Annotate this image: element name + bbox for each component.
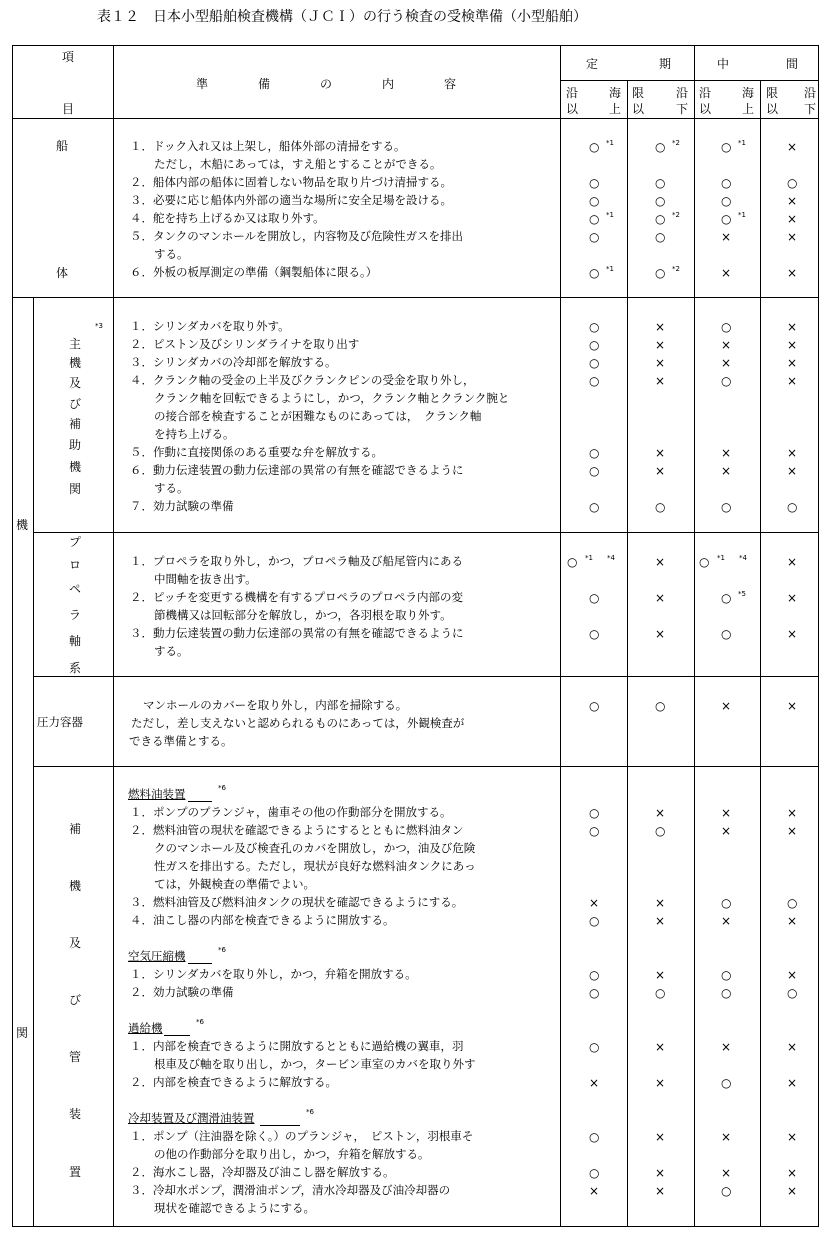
- subheader-char: 限: [632, 86, 645, 100]
- cell: ○: [589, 176, 600, 190]
- cell: ×: [787, 1184, 798, 1198]
- cell: ○: [589, 824, 600, 838]
- cell: ○: [589, 320, 600, 334]
- cell: ×: [655, 627, 666, 641]
- cell: ×: [655, 1040, 666, 1054]
- content-line: ３．冷却水ポンプ，潤滑油ポンプ，清水冷却器及び油冷却器の: [130, 1183, 451, 1197]
- content-line: ３．シリンダカバの冷却部を解放する。: [130, 355, 337, 369]
- cell: ○: [721, 212, 732, 226]
- main-engine-label: 助: [69, 438, 82, 452]
- cell: ×: [787, 627, 798, 641]
- cell: ×: [721, 699, 732, 713]
- content-line: ２．船体内部の船体に固着しない物品を取り片づけ清掃する。: [130, 175, 452, 189]
- cell: ○: [721, 176, 732, 190]
- cell: ○: [721, 1184, 732, 1198]
- propeller-label: ロ: [69, 558, 82, 572]
- cell: ○: [589, 968, 600, 982]
- subheader-char: 下: [676, 102, 689, 116]
- content-line: ２．ピストン及びシリンダライナを取り出す: [130, 337, 360, 351]
- cell: ×: [655, 1130, 666, 1144]
- cell: ×: [655, 806, 666, 820]
- subheader-char: 下: [804, 102, 817, 116]
- content-line: 節機構又は回転部分を解放し，かつ，各羽根を取り外す。: [154, 608, 452, 622]
- cell: ○: [589, 1040, 600, 1054]
- cell: ×: [787, 356, 798, 370]
- cell: ×: [655, 464, 666, 478]
- cell: ×: [655, 356, 666, 370]
- cell: ○: [721, 627, 732, 641]
- cell: ○: [655, 194, 666, 208]
- main-engine-label: 機: [69, 460, 82, 474]
- footnote-mark: *4: [607, 554, 615, 562]
- cell: ×: [787, 338, 798, 352]
- cell: ○: [721, 896, 732, 910]
- cell: ○: [787, 896, 798, 910]
- content-line: 根車及び軸を取り出し，かつ，タービン車室のカバを取り外す: [154, 1057, 476, 1071]
- cell: ×: [721, 1166, 732, 1180]
- cell: ×: [721, 266, 732, 280]
- cell: ○: [721, 140, 732, 154]
- cell: ○: [589, 500, 600, 514]
- cell: ×: [589, 896, 600, 910]
- content-line: ６．外板の板厚測定の準備（鋼製船体に限る。）: [130, 265, 378, 279]
- cell: ○: [655, 176, 666, 190]
- cell: ×: [655, 555, 666, 569]
- cell: ○: [589, 806, 600, 820]
- cell: ×: [655, 968, 666, 982]
- cell: ×: [787, 266, 798, 280]
- cell: ×: [721, 230, 732, 244]
- cell: ○: [655, 212, 666, 226]
- cell: ×: [787, 194, 798, 208]
- cell: ○: [567, 555, 578, 569]
- content-header-char: の: [320, 77, 333, 91]
- cell: ○: [589, 194, 600, 208]
- cell: ○: [787, 986, 798, 1000]
- subheader-char: 沿: [699, 86, 712, 100]
- content-line: ４．舵を持ち上げるか又は取り外す。: [130, 211, 325, 225]
- subheader-char: 沿: [676, 86, 689, 100]
- subheader-char: 上: [742, 102, 755, 116]
- content-line: 現状を確認できるようにする。: [154, 1201, 315, 1215]
- cell: ○: [589, 374, 600, 388]
- footnote-mark: *1: [606, 211, 614, 219]
- cell: ○: [721, 986, 732, 1000]
- subheader-char: 以: [566, 102, 579, 116]
- subheader-char: 以: [632, 102, 645, 116]
- content-line: できる準備とする。: [129, 734, 233, 748]
- cell: ○: [655, 500, 666, 514]
- subheader-char: 以: [766, 102, 779, 116]
- content-line: を持ち上げる。: [154, 427, 235, 441]
- content-line: クのマンホール及び検査孔のカバを開放し，かつ，油及び危険: [154, 841, 476, 855]
- item-header-top: 項: [62, 50, 75, 64]
- content-line: の他の作動部分を取り出し，かつ，弁箱を解放する。: [154, 1147, 430, 1161]
- cell: ○: [655, 140, 666, 154]
- content-header-char: 内: [382, 77, 395, 91]
- cell: ○: [721, 1076, 732, 1090]
- content-line: ２．ピッチを変更する機構を有するプロペラのプロペラ内部の変: [130, 590, 464, 604]
- cell: ×: [787, 140, 798, 154]
- cell: ×: [655, 896, 666, 910]
- cell: ×: [787, 591, 798, 605]
- cell: ○: [589, 464, 600, 478]
- content-line: １．ポンプのプランジャ，歯車その他の作動部分を開放する。: [130, 805, 452, 819]
- content-line: の接合部を検査することが困難なものにあっては， クランク軸: [154, 409, 482, 423]
- periodic-header: 定: [586, 57, 599, 71]
- content-line: する。: [154, 247, 189, 261]
- content-line: 中間軸を抜き出す。: [154, 572, 257, 586]
- content-line: ５．タンクのマンホールを開放し，内容物及び危険性ガスを排出: [130, 229, 464, 243]
- propeller-label: 軸: [69, 634, 82, 648]
- cell: ○: [655, 699, 666, 713]
- cell: ○: [589, 266, 600, 280]
- cell: ×: [721, 356, 732, 370]
- auxiliary-label: 装: [69, 1107, 82, 1121]
- cell: ○: [589, 356, 600, 370]
- cell: ○: [589, 230, 600, 244]
- cell: ×: [721, 464, 732, 478]
- subheader-char: 海: [742, 86, 755, 100]
- content-line: ７．効力試験の準備: [130, 499, 234, 513]
- footnote-mark: *3: [95, 322, 103, 330]
- cell: ○: [721, 591, 732, 605]
- cell: ○: [787, 176, 798, 190]
- cell: ○: [655, 986, 666, 1000]
- subheader-char: 以: [699, 102, 712, 116]
- footnote-mark: *2: [672, 265, 680, 273]
- cell: ×: [655, 338, 666, 352]
- cell: ○: [787, 500, 798, 514]
- content-line: する。: [154, 481, 189, 495]
- hull-label: 体: [56, 266, 69, 280]
- main-engine-label: 主: [69, 337, 82, 351]
- content-line: ２．海水こし器，冷却器及び油こし器を解放する。: [130, 1165, 395, 1179]
- main-engine-label: び: [69, 397, 82, 411]
- cell: ×: [589, 1184, 600, 1198]
- cell: ×: [787, 446, 798, 460]
- cell: ×: [655, 591, 666, 605]
- periodic-header: 期: [659, 57, 672, 71]
- auxiliary-label: 機: [69, 879, 82, 893]
- content-line: １．プロペラを取り外し，かつ，プロペラ軸及び船尾管内にある: [130, 554, 464, 568]
- content-line: １．シリンダカバを取り外し，かつ，弁箱を開放する。: [130, 967, 417, 981]
- cell: ×: [721, 824, 732, 838]
- cell: ×: [655, 1184, 666, 1198]
- content-line: ただし，木船にあっては，すえ船とすることができる。: [154, 157, 442, 171]
- cell: ×: [787, 230, 798, 244]
- content-line: クランク軸を回転できるようにし，かつ，クランク軸とクランク腕と: [154, 391, 510, 405]
- subheader-char: 海: [609, 86, 622, 100]
- cell: ○: [721, 194, 732, 208]
- cell: ○: [655, 266, 666, 280]
- cell: ×: [787, 914, 798, 928]
- cell: ○: [589, 338, 600, 352]
- cell: ○: [589, 699, 600, 713]
- footnote-mark: *2: [672, 139, 680, 147]
- auxiliary-label: び: [69, 993, 82, 1007]
- cell: ×: [655, 374, 666, 388]
- cell: ×: [655, 446, 666, 460]
- cell: ×: [787, 555, 798, 569]
- footnote-mark: *1: [606, 139, 614, 147]
- cell: ×: [787, 1130, 798, 1144]
- cell: ×: [721, 1130, 732, 1144]
- auxiliary-label: 管: [69, 1050, 82, 1064]
- content-line: マンホールのカバーを取り外し，内部を掃除する。: [143, 698, 408, 712]
- page-title: 表１２ 日本小型船舶検査機構（ＪＣＩ）の行う検査の受検準備（小型船舶）: [97, 9, 587, 25]
- footnote-mark: *1: [717, 554, 725, 562]
- intermediate-header: 中: [717, 57, 730, 71]
- content-line: 性ガスを排出する。ただし，現状が良好な燃料油タンクにあっ: [154, 859, 476, 873]
- machinery-label: 関: [16, 1026, 29, 1040]
- main-engine-label: 関: [69, 482, 82, 496]
- cell: ○: [589, 591, 600, 605]
- cell: ×: [787, 806, 798, 820]
- footnote-mark: *6: [196, 1018, 204, 1026]
- footnote-mark: *1: [606, 265, 614, 273]
- auxiliary-label: 補: [69, 822, 82, 836]
- cell: ○: [721, 320, 732, 334]
- subheader-char: 限: [766, 86, 779, 100]
- footnote-mark: *1: [738, 139, 746, 147]
- cell: ×: [655, 320, 666, 334]
- content-line: ５．作動に直接関係のある重要な弁を解放する。: [130, 445, 383, 459]
- hull-label: 船: [56, 139, 69, 153]
- subheader-char: 沿: [566, 86, 579, 100]
- intermediate-header: 間: [786, 57, 799, 71]
- content-line: １．ポンプ（注油器を除く。）のプランジャ， ピストン，羽根車そ: [130, 1129, 474, 1143]
- subheader-char: 沿: [804, 86, 817, 100]
- cell: ×: [721, 914, 732, 928]
- content-header-char: 準: [196, 77, 209, 91]
- pressure-vessel-label: 圧力容器: [37, 715, 83, 729]
- cell: ×: [655, 1166, 666, 1180]
- content-line: ２．内部を検査できるように解放する。: [130, 1075, 337, 1089]
- cell: ○: [655, 824, 666, 838]
- fuel-heading: 燃料油装置: [128, 787, 186, 801]
- propeller-label: ペ: [69, 582, 82, 596]
- cell: ×: [787, 212, 798, 226]
- cell: ×: [787, 464, 798, 478]
- cell: ○: [589, 627, 600, 641]
- main-engine-label: 補: [69, 417, 82, 431]
- content-line: ２．燃料油管の現状を確認できるようにするとともに燃料油タン: [130, 823, 464, 837]
- content-line: ２．効力試験の準備: [130, 985, 234, 999]
- cell: ○: [589, 212, 600, 226]
- content-line: ただし，差し支えないと認められるものにあっては，外観検査が: [131, 716, 465, 730]
- turbo-heading: 過給機: [128, 1021, 163, 1035]
- cell: ×: [787, 699, 798, 713]
- content-line: する。: [154, 644, 189, 658]
- cell: ○: [589, 140, 600, 154]
- footnote-mark: *5: [738, 590, 746, 598]
- content-header-char: 備: [258, 77, 271, 91]
- cell: ○: [655, 230, 666, 244]
- cell: ×: [787, 1040, 798, 1054]
- propeller-label: ラ: [69, 608, 82, 622]
- auxiliary-label: 及: [69, 936, 82, 950]
- propeller-label: プ: [69, 535, 82, 549]
- cell: ○: [589, 914, 600, 928]
- item-header-bottom: 目: [62, 102, 75, 116]
- content-line: ３．燃料油管及び燃料油タンクの現状を確認できるようにする。: [130, 895, 464, 909]
- cell: ○: [699, 555, 710, 569]
- cell: ○: [589, 1130, 600, 1144]
- content-line: １．シリンダカバを取り外す。: [130, 319, 290, 333]
- main-engine-label: 機: [69, 356, 82, 370]
- footnote-mark: *6: [218, 784, 226, 792]
- cell: ○: [721, 968, 732, 982]
- content-line: ４．油こし器の内部を検査できるように開放する。: [130, 913, 395, 927]
- cell: ×: [787, 824, 798, 838]
- main-engine-label: 及: [69, 376, 82, 390]
- cell: ×: [787, 374, 798, 388]
- content-line: １．内部を検査できるように開放するとともに過給機の翼車，羽: [130, 1039, 464, 1053]
- cell: ×: [787, 320, 798, 334]
- content-line: １．ドック入れ又は上架し，船体外部の清掃をする。: [130, 139, 406, 153]
- cell: ×: [787, 1166, 798, 1180]
- cell: ○: [721, 374, 732, 388]
- cell: ×: [787, 1076, 798, 1090]
- cell: ×: [787, 968, 798, 982]
- auxiliary-label: 置: [69, 1165, 82, 1179]
- content-line: ６．動力伝達装置の動力伝達部の異常の有無を確認できるように: [130, 463, 464, 477]
- cell: ○: [589, 986, 600, 1000]
- cell: ○: [589, 446, 600, 460]
- air-heading: 空気圧縮機: [128, 949, 186, 963]
- footnote-mark: *1: [585, 554, 593, 562]
- footnote-mark: *6: [306, 1108, 314, 1116]
- cell: ×: [721, 338, 732, 352]
- subheader-char: 上: [609, 102, 622, 116]
- machinery-label: 機: [16, 518, 29, 532]
- cell: ○: [589, 1166, 600, 1180]
- content-line: ３．必要に応じ船体内外部の適当な場所に安全足場を設ける。: [130, 193, 452, 207]
- cell: ○: [721, 500, 732, 514]
- cell: ×: [721, 446, 732, 460]
- cell: ×: [721, 806, 732, 820]
- content-header-char: 容: [444, 77, 457, 91]
- footnote-mark: *1: [738, 211, 746, 219]
- footnote-mark: *4: [739, 554, 747, 562]
- cooling-heading: 冷却装置及び潤滑油装置: [128, 1111, 255, 1125]
- cell: ×: [655, 1076, 666, 1090]
- cell: ×: [655, 914, 666, 928]
- footnote-mark: *2: [672, 211, 680, 219]
- content-line: ては，外観検査の準備でよい。: [154, 877, 315, 891]
- cell: ×: [721, 1040, 732, 1054]
- content-line: ４．クランク軸の受金の上半及びクランクピンの受金を取り外し，: [130, 373, 475, 387]
- content-line: ３．動力伝達装置の動力伝達部の異常の有無を確認できるように: [130, 626, 464, 640]
- footnote-mark: *6: [218, 946, 226, 954]
- propeller-label: 系: [69, 661, 82, 675]
- cell: ×: [589, 1076, 600, 1090]
